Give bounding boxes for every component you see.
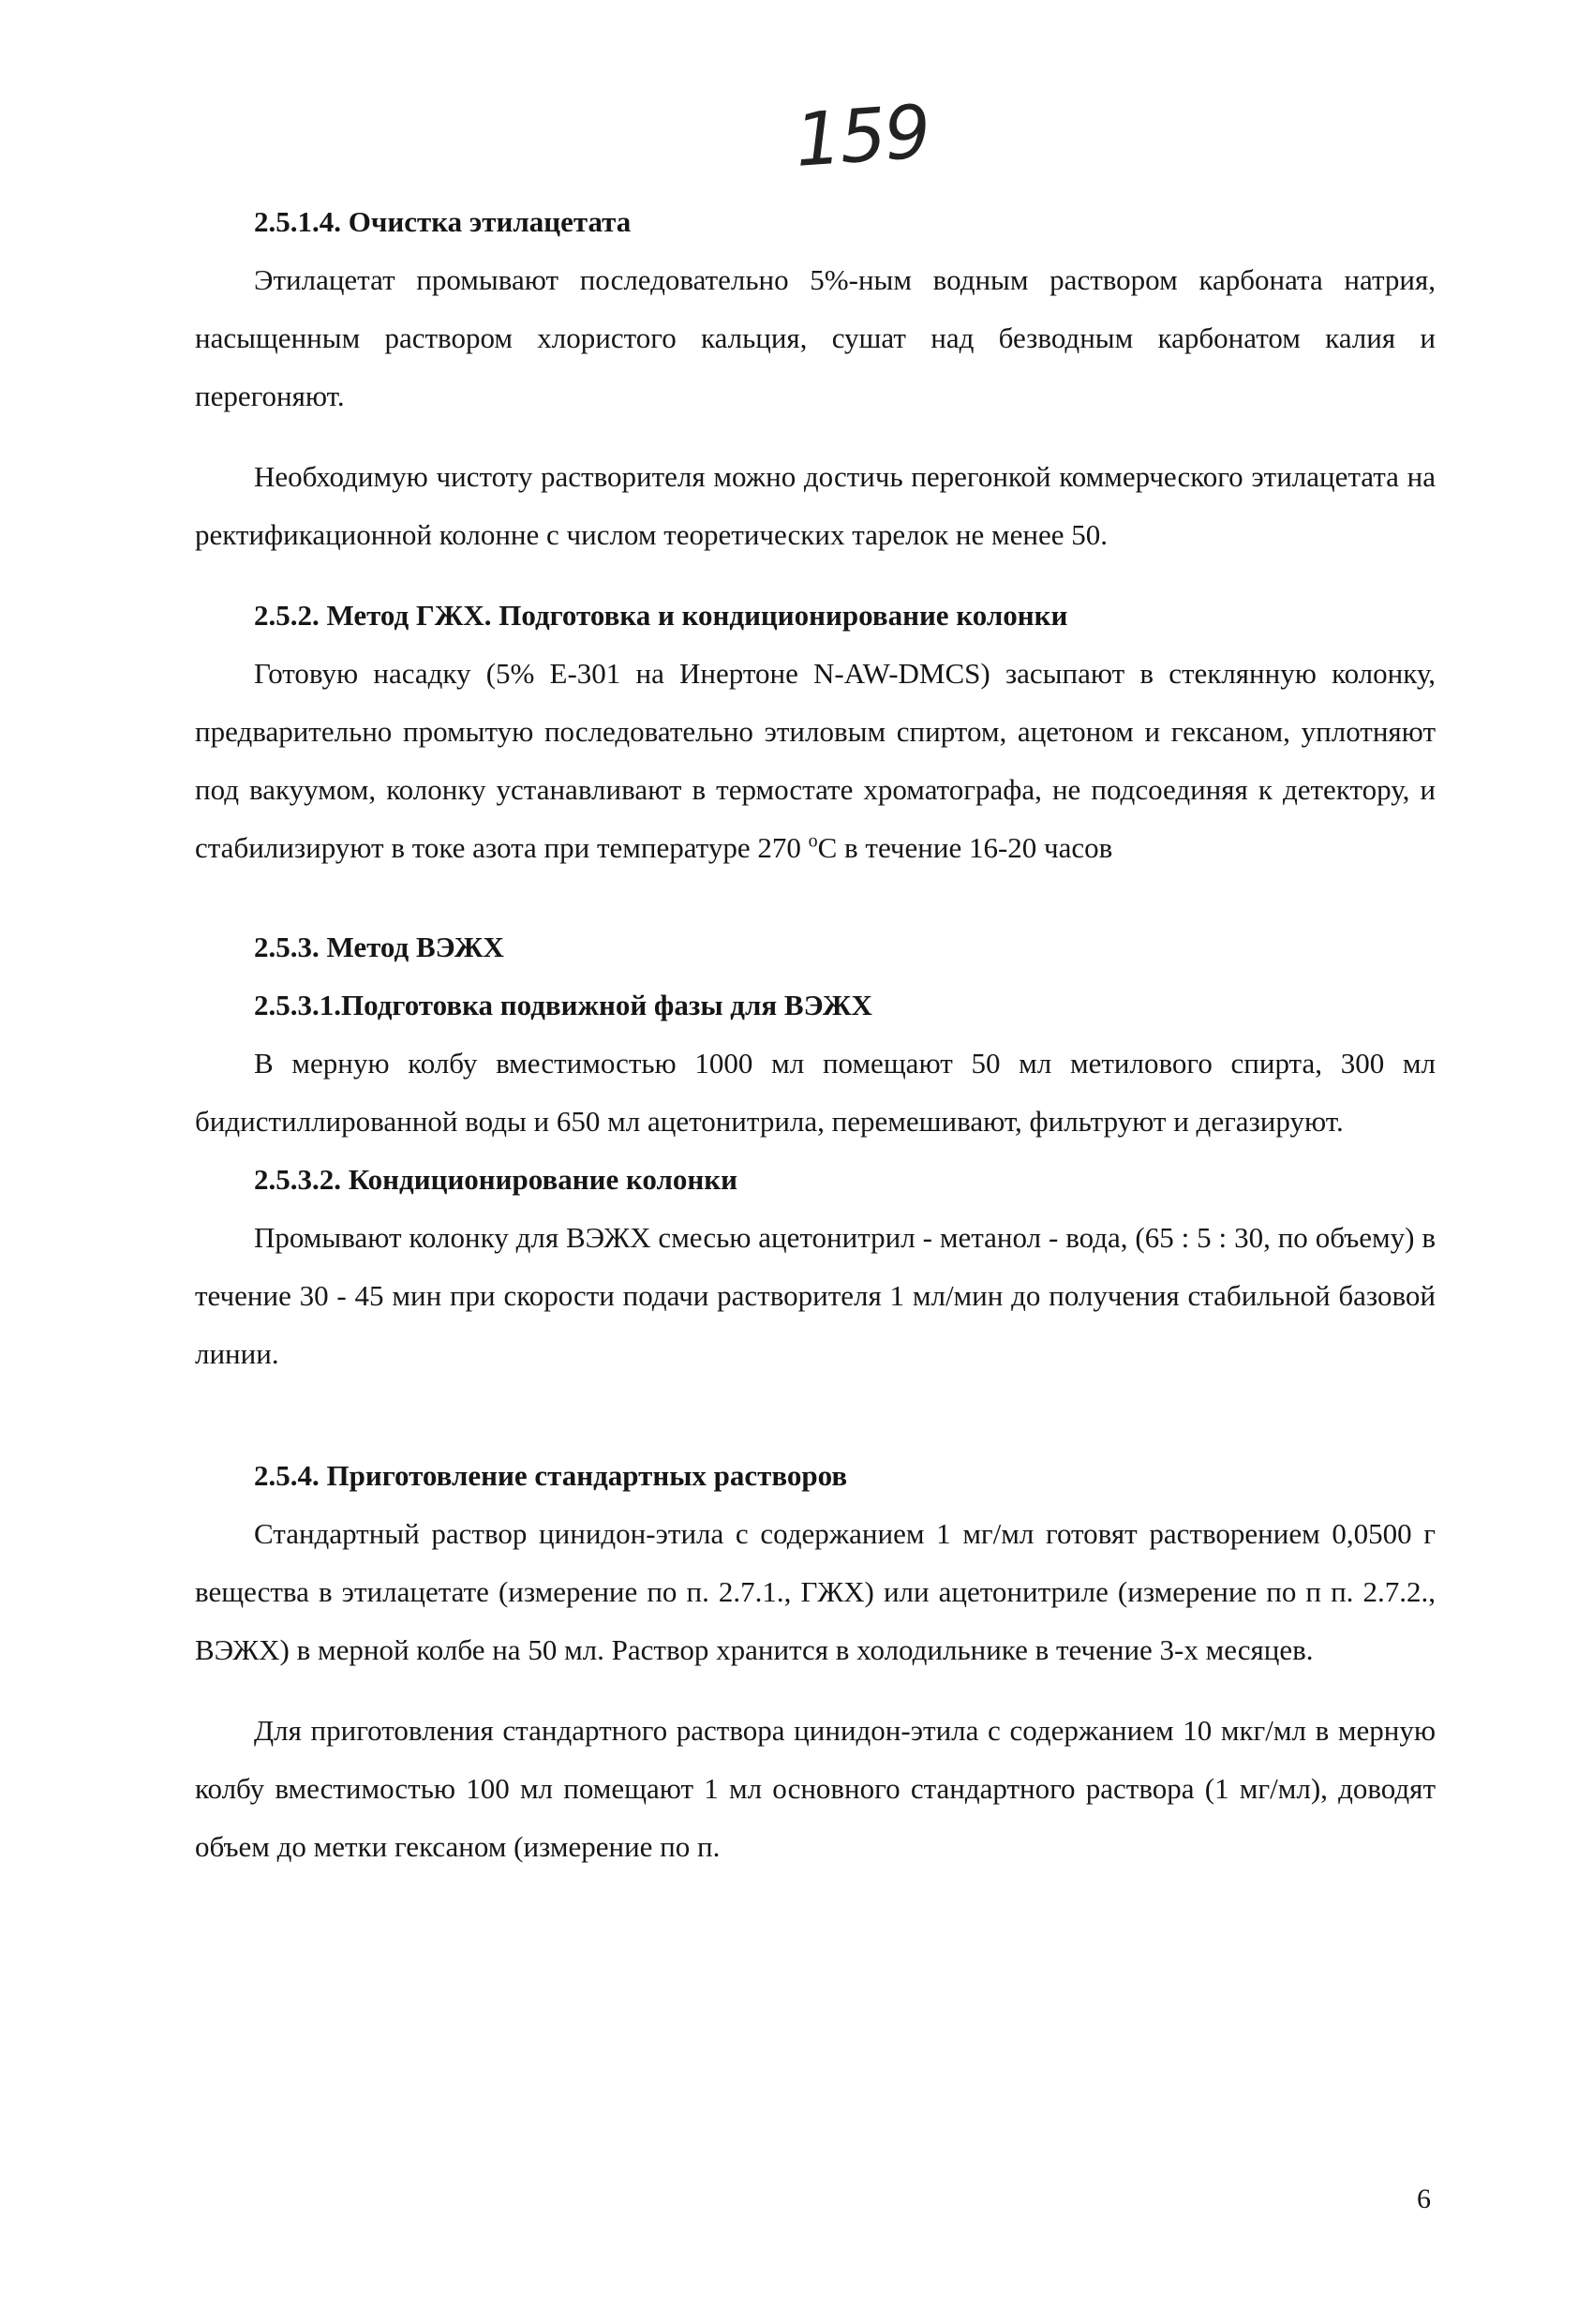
heading-2-5-3-2: 2.5.3.2. Кондиционирование колонки — [254, 1163, 737, 1196]
heading-2-5-4: 2.5.4. Приготовление стандартных растворов — [254, 1459, 848, 1492]
column-packing-text: Готовую насадку (5% Е-301 на Инертоне N-AW-DMCS) засыпают в стеклянную колонку, предварительно промытую последовательно этиловым спиртом, ацетоном и гексаном, уплотняют под вакуумом, колонку устанавливают в термостате хроматографа, не подсоединяя к детектору, и стабилизируют в токе азота при температуре 270 — [195, 657, 1436, 864]
paragraph-mobile-phase: В мерную колбу вместимостью 1000 мл помещают 50 мл метилового спирта, 300 мл бидистиллированной воды и 650 мл ацетонитрила, перемешивают, фильтруют и дегазируют. — [195, 1047, 1436, 1138]
paragraph-column-conditioning: Промывают колонку для ВЭЖХ смесью ацетонитрил - метанол - вода, (65 : 5 : 30, по объему) в течение 30 - 45 мин при скорости подачи растворителя 1 мл/мин до получения стабильной базовой линии. — [195, 1221, 1436, 1370]
paragraph-stock-standard: Стандартный раствор цинидон-этила с содержанием 1 мг/мл готовят растворением 0,0500 г вещества в этилацетате (измерение по п. 2.7.1., ГЖХ) или ацетонитриле (измерение по п п. 2.7.2., ВЭЖХ) в мерной колбе на 50 мл. Раствор хранится в холодильнике в течение 3-х месяцев. — [195, 1517, 1436, 1666]
paragraph-column-packing — [195, 645, 1436, 877]
heading-2-5-3: 2.5.3. Метод ВЭЖХ — [254, 931, 504, 963]
paragraph-solvent-purity: Необходимую чистоту растворителя можно достичь перегонкой коммерческого этилацетата на ректификационной колонне с числом теоретических тарелок не менее 50. — [195, 460, 1436, 551]
degree-mark: о — [808, 830, 818, 852]
page-number: 6 — [1417, 2183, 1431, 2214]
heading-2-5-1-4: 2.5.1.4. Очистка этилацетата — [254, 205, 632, 238]
paragraph-ethyl-acetate-washing: Этилацетат промывают последовательно 5%-ным водным раствором карбоната натрия, насыщенным раствором хлористого кальция, сушат над безводным карбонатом калия и перегоняют. — [195, 263, 1436, 412]
document-body — [195, 193, 1436, 1876]
heading-2-5-3-1: 2.5.3.1.Подготовка подвижной фазы для ВЭЖХ — [254, 989, 872, 1021]
paragraph-working-standard: Для приготовления стандартного раствора цинидон-этила с содержанием 10 мкг/мл в мерную колбу вместимостью 100 мл помещают 1 мл основного стандартного раствора (1 мг/мл), доводят объем до метки гексаном (измерение по п. — [195, 1714, 1436, 1863]
heading-2-5-2: 2.5.2. Метод ГЖХ. Подготовка и кондиционирование колонки — [254, 599, 1068, 632]
handwritten-page-stamp: 159 — [792, 90, 932, 184]
column-packing-text-end: С в течение 16-20 часов — [817, 831, 1113, 864]
